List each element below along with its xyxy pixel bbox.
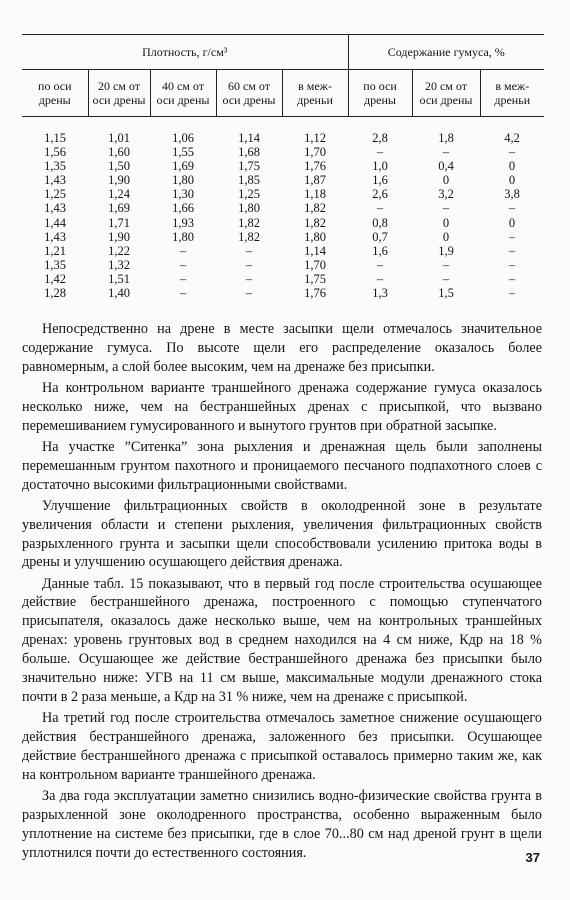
table-cell: 1,25 bbox=[238, 187, 260, 202]
table-cell: – bbox=[508, 229, 516, 244]
column-header-line: оси дрены bbox=[222, 93, 276, 107]
table-cell: 0 bbox=[442, 215, 450, 230]
table-cell: 0 bbox=[442, 229, 450, 244]
table-cell: 1,55 bbox=[172, 145, 194, 160]
table-cell: – bbox=[508, 271, 516, 286]
paragraph: На третий год после строительства отмечалось заметное снижение осушающего действия бестраншейного дренажа, заложенного без присыпки. Осушающее действие бестраншейного дренажа с присыпкой оставалось примерно таким же, как на контрольном варианте траншейного дренажа. bbox=[22, 710, 542, 783]
table-cell: – bbox=[508, 243, 516, 258]
body-text bbox=[22, 320, 542, 865]
table-cell: 1,25 bbox=[44, 187, 66, 202]
table-row bbox=[22, 230, 544, 244]
table-cell: 1,76 bbox=[304, 286, 326, 301]
table-cell: 0 bbox=[508, 215, 516, 230]
table-cell: 1,71 bbox=[108, 215, 130, 230]
table-cell: 1,12 bbox=[304, 131, 326, 145]
table-cell: 1,51 bbox=[108, 271, 130, 286]
table-cell: – bbox=[245, 271, 253, 286]
column-header-line: оси дрены bbox=[156, 93, 210, 107]
table-cell: 1,42 bbox=[44, 271, 66, 286]
table-cell: 1,44 bbox=[44, 215, 66, 230]
table-cell: 1,01 bbox=[108, 131, 130, 145]
table-cell: 0 bbox=[508, 159, 516, 174]
table-cell: 3,2 bbox=[438, 187, 454, 202]
table-cell: 1,82 bbox=[304, 201, 326, 216]
column-header-line: в меж- bbox=[298, 79, 332, 93]
table-sub-header-row bbox=[22, 70, 544, 117]
column-header-line: оси дрены bbox=[92, 93, 146, 107]
table-cell: 1,30 bbox=[172, 187, 194, 202]
data-table-container bbox=[22, 34, 544, 304]
table-cell: 0 bbox=[442, 173, 450, 188]
table-cell: 1,75 bbox=[304, 271, 326, 286]
table-cell: – bbox=[179, 243, 187, 258]
column-header bbox=[282, 70, 348, 117]
table-row bbox=[22, 286, 544, 304]
table-cell: – bbox=[245, 243, 253, 258]
table-cell: 3,8 bbox=[504, 187, 520, 202]
column-header bbox=[216, 70, 282, 117]
table-cell: – bbox=[376, 257, 384, 272]
table-cell: 0 bbox=[508, 173, 516, 188]
humus-group-header: Содержание гумуса, % bbox=[348, 35, 544, 70]
column-header-line: 20 см от bbox=[424, 79, 467, 93]
table-cell: – bbox=[442, 257, 450, 272]
table-cell: 1,8 bbox=[438, 131, 454, 145]
table-cell: 1,90 bbox=[108, 229, 130, 244]
table-cell: 1,35 bbox=[44, 257, 66, 272]
column-header-line: 20 см от bbox=[97, 79, 140, 93]
table-cell: 1,80 bbox=[172, 173, 194, 188]
table-cell: – bbox=[376, 201, 384, 216]
table-cell: 1,6 bbox=[372, 173, 388, 188]
table-cell: – bbox=[442, 271, 450, 286]
column-header bbox=[348, 70, 412, 117]
table-cell: 1,15 bbox=[44, 131, 66, 145]
table-cell: – bbox=[508, 257, 516, 272]
table-cell: 1,9 bbox=[438, 243, 454, 258]
table-row bbox=[22, 159, 544, 173]
soil-data-table bbox=[22, 34, 544, 304]
table-cell: 1,80 bbox=[304, 229, 326, 244]
paragraph: За два года эксплуатации заметно снизились водно-физические свойства грунта в разрыхленной зоне околодренного пространства, особенно выраженным было уплотнение на системе без присыпки, где в слое 70...80 см над дреной грунт в щели уплотнился почти до естественного состояния. bbox=[22, 787, 542, 861]
table-cell: 0,7 bbox=[372, 229, 388, 244]
table-cell: 1,82 bbox=[304, 215, 326, 230]
table-row bbox=[22, 117, 544, 146]
table-cell: 1,69 bbox=[108, 201, 130, 216]
table-cell: 1,43 bbox=[44, 229, 66, 244]
table-cell: 1,56 bbox=[44, 145, 66, 160]
table-group-header-row bbox=[22, 35, 544, 70]
table-cell: 1,0 bbox=[372, 159, 388, 174]
paragraph: Улучшение фильтрационных свойств в околодренной зоне в результате увеличения области и степени рыхления, увеличения фильтрационных свойств разрыхленного грунта и засыпки щели способствовали усилению притока воды в дрены и улучшению осушающего действия дренажа. bbox=[22, 497, 542, 571]
column-header-line: дрены bbox=[38, 93, 71, 107]
column-header-line: дрены bbox=[364, 93, 396, 107]
table-cell: – bbox=[508, 286, 516, 301]
table-row bbox=[22, 258, 544, 272]
table-cell: – bbox=[179, 286, 187, 301]
column-header bbox=[22, 70, 88, 117]
table-cell: 1,50 bbox=[108, 159, 130, 174]
table-cell: 1,87 bbox=[304, 173, 326, 188]
table-cell: – bbox=[442, 145, 450, 160]
table-cell: 1,24 bbox=[108, 187, 130, 202]
table-cell: – bbox=[376, 145, 384, 160]
table-cell: 0,8 bbox=[372, 215, 388, 230]
table-cell: 1,14 bbox=[304, 243, 326, 258]
table-cell: 1,76 bbox=[304, 159, 326, 174]
column-header-line: дреньи bbox=[494, 93, 531, 107]
column-header-line: 40 см от bbox=[161, 79, 204, 93]
table-cell: 1,70 bbox=[304, 145, 326, 160]
table-cell: 1,21 bbox=[44, 243, 66, 258]
table-cell: 1,60 bbox=[108, 145, 130, 160]
column-header bbox=[412, 70, 480, 117]
table-row bbox=[22, 201, 544, 215]
table-row bbox=[22, 244, 544, 258]
table-cell: – bbox=[508, 201, 516, 216]
column-header bbox=[88, 70, 150, 117]
table-cell: 2,6 bbox=[372, 187, 388, 202]
table-cell: 1,93 bbox=[172, 215, 194, 230]
table-row bbox=[22, 216, 544, 230]
table-row bbox=[22, 187, 544, 201]
table-cell: 1,22 bbox=[108, 243, 130, 258]
table-cell: – bbox=[245, 286, 253, 301]
table-row bbox=[22, 145, 544, 159]
table-cell: – bbox=[179, 257, 187, 272]
table-cell: 1,14 bbox=[238, 131, 260, 145]
table-cell: 1,80 bbox=[172, 229, 194, 244]
table-cell: – bbox=[245, 257, 253, 272]
table-cell: 1,3 bbox=[372, 286, 388, 301]
column-header-line: 60 см от bbox=[227, 79, 270, 93]
table-cell: – bbox=[442, 201, 450, 216]
table-cell: 1,40 bbox=[108, 286, 130, 301]
table-cell: 1,82 bbox=[238, 215, 260, 230]
table-cell: 1,82 bbox=[238, 229, 260, 244]
table-cell: 1,6 bbox=[372, 243, 388, 258]
table-cell: 1,28 bbox=[44, 286, 66, 301]
table-cell: – bbox=[376, 271, 384, 286]
table-cell: 1,35 bbox=[44, 159, 66, 174]
table-cell: 1,68 bbox=[238, 145, 260, 160]
paragraph: На контрольном варианте траншейного дренажа содержание гумуса оказалось несколько ниже, чем на бестраншейных дренах с присыпкой, что вызвано перемешиванием гумусированного и вынутого грунтов при обратной засыпке. bbox=[22, 379, 542, 434]
table-cell: – bbox=[179, 271, 187, 286]
page-number: 37 bbox=[525, 850, 540, 865]
paragraph: Данные табл. 15 показывают, что в первый год после строительства осушающее действие бестраншейного дренажа, построенного с помощью ступенчатого присыпателя, оказалось даже несколько выше, чем на контрольных траншейных дренах: уровень грунтовых вод в среднем находился на 4 см ниже, Кдр на 18 % больше. Осушающее же действие бестраншейного дренажа без присыпки было значительно ниже: УГВ на 11 см выше, максимальные модули дренажного стока почти в 2 раза меньше, а Кдр на 31 % ниже, чем на дренаже с присыпкой. bbox=[22, 575, 542, 705]
paragraph: Непосредственно на дрене в месте засыпки щели отмечалось значительное содержание гумуса. По высоте щели его распределение оказалось более равномерным, а слой более высоким, чем на дренаже без присыпки. bbox=[22, 321, 542, 375]
table-cell: 1,18 bbox=[304, 187, 326, 202]
density-group-header: Плотность, г/см³ bbox=[22, 35, 348, 70]
table-cell: – bbox=[508, 145, 516, 160]
table-row bbox=[22, 173, 544, 187]
table-cell: 2,8 bbox=[372, 131, 388, 145]
table-cell: 1,80 bbox=[238, 201, 260, 216]
column-header-line: оси дрены bbox=[419, 93, 473, 107]
table-row bbox=[22, 272, 544, 286]
paragraph: На участке ”Ситенка” зона рыхления и дренажная щель были заполнены перемешанным грунтом пахотного и проницаемого песчаного подпахотного слоев с достаточно высокими фильтрационными свойствами. bbox=[22, 438, 542, 493]
column-header-line: по оси bbox=[363, 79, 397, 93]
table-cell: 1,75 bbox=[238, 159, 260, 174]
table-body bbox=[22, 117, 544, 305]
column-header bbox=[150, 70, 216, 117]
table-cell: 1,5 bbox=[438, 286, 454, 301]
table-cell: 1,66 bbox=[172, 201, 194, 216]
column-header-line: в меж- bbox=[495, 79, 530, 93]
table-cell: 1,90 bbox=[108, 173, 130, 188]
table-cell: 1,69 bbox=[172, 159, 194, 174]
table-cell: 1,85 bbox=[238, 173, 260, 188]
column-header-line: по оси bbox=[38, 79, 72, 93]
table-cell: 1,43 bbox=[44, 173, 66, 188]
column-header-line: дреньи bbox=[297, 93, 333, 107]
column-header bbox=[480, 70, 544, 117]
table-cell: 1,32 bbox=[108, 257, 130, 272]
table-cell: 1,43 bbox=[44, 201, 66, 216]
table-cell: 1,06 bbox=[172, 131, 194, 145]
table-cell: 0,4 bbox=[438, 159, 454, 174]
table-cell: 1,70 bbox=[304, 257, 326, 272]
table-cell: 4,2 bbox=[504, 131, 520, 145]
